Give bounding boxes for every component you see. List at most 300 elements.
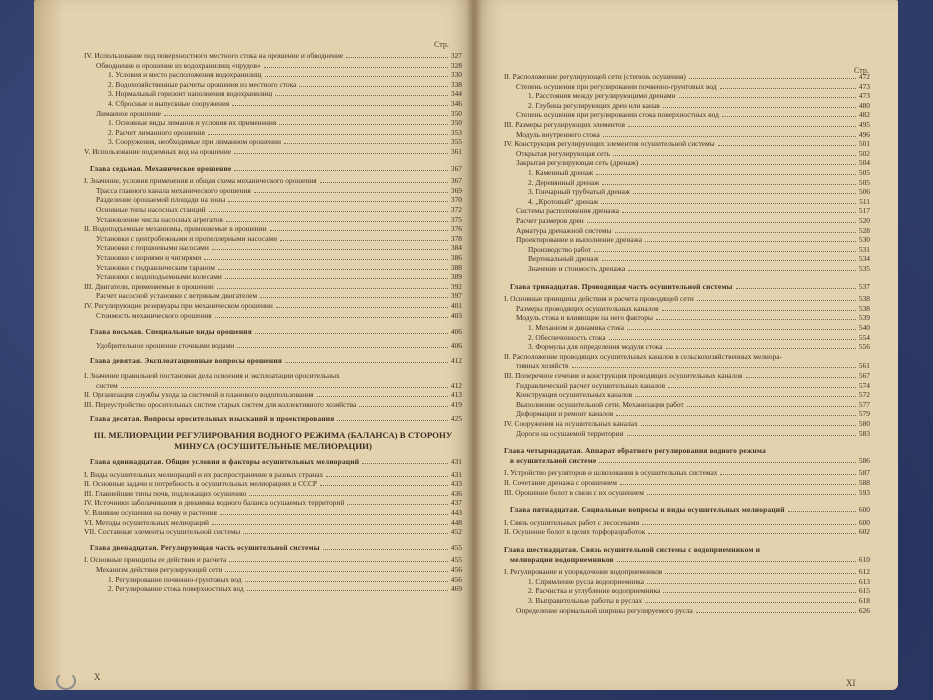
entry-page-number: 473 [858, 81, 870, 91]
toc-entry [84, 272, 462, 281]
entry-page-number: 535 [858, 264, 870, 273]
entry-title: Проектирование и выполнение дренажа [516, 235, 643, 245]
entry-title: Установки с гидравлическим тараном [96, 262, 215, 272]
entry-page-number: 386 [450, 253, 462, 262]
toc-entry [84, 518, 462, 527]
leader-dots [164, 115, 448, 116]
entry-title: Определение нормальной ширины регулируемого русла [516, 605, 693, 615]
entry-title: IV. Источники заболачивания и динамика водного баланса осушаемых территорий [84, 498, 345, 508]
leader-dots [641, 425, 856, 426]
toc-entry [504, 206, 870, 215]
entry-page-number: 530 [858, 235, 870, 245]
toc-entry [84, 498, 462, 507]
leader-dots [627, 435, 856, 436]
leader-dots [617, 561, 856, 562]
entry-title: Гидравлический расчет осушительных каналов [516, 380, 666, 390]
entry-title: 3. Гончарный трубчатый дренаж [528, 187, 630, 197]
leader-dots [628, 126, 856, 127]
toc-entry [84, 479, 462, 488]
ring-binder [56, 672, 76, 690]
entry-title: I. Значение, условия применения и общая схема механического орошения [84, 176, 317, 186]
entry-title: Деформации и ремонт каналов [516, 409, 614, 419]
leader-dots [641, 164, 856, 165]
toc-chapter-heading [504, 446, 766, 455]
toc-entry [504, 429, 870, 438]
entry-page-number: 534 [858, 254, 870, 264]
toc-chapter-heading [84, 457, 462, 466]
entry-title: 3. Сооружения, необходимые при лиманном орошении [108, 137, 281, 147]
entry-page-number: 452 [450, 527, 462, 537]
toc-entry [504, 606, 870, 615]
leader-dots [234, 170, 447, 171]
entry-page-number: 554 [858, 332, 870, 342]
entry-title: Удобрительное орошение сточными водами [96, 340, 235, 350]
entry-title: I. Основные принципы ее действия и расчета [84, 555, 227, 565]
leader-dots [601, 203, 856, 204]
entry-title: 1. Каменный дренаж [528, 168, 594, 177]
entry-page-number: 436 [450, 488, 462, 498]
leader-dots [215, 317, 448, 318]
entry-title: II. Сочетание дренажа с орошением [504, 478, 617, 487]
entry-page-number: 455 [450, 542, 462, 552]
entry-title: IV. Регулирующие резервуары при механическом орошении [84, 301, 273, 310]
entry-page-number: 406 [450, 340, 462, 350]
toc-entry [84, 390, 462, 399]
toc-entry [504, 478, 870, 487]
leader-dots [746, 377, 856, 378]
toc-entry [84, 176, 462, 185]
entry-page-number: 367 [450, 176, 462, 186]
toc-chapter-heading [84, 327, 462, 336]
entry-page-number: 588 [858, 478, 870, 487]
leader-dots [663, 107, 856, 108]
entry-title: Глава тринадцатая. Проводящая часть осушительной системы [510, 281, 733, 291]
toc-entry [504, 352, 870, 361]
leader-dots [317, 396, 448, 397]
toc-entry [504, 178, 870, 187]
toc-chapter-heading [84, 356, 462, 365]
leader-dots [648, 533, 855, 534]
toc-chapter-heading [504, 282, 870, 291]
entry-page-number: 574 [858, 380, 870, 390]
leader-dots [594, 251, 856, 252]
entry-title: Механизм действия регулирующей сети [96, 565, 223, 574]
entry-page-number: 376 [450, 224, 462, 234]
entry-title: 2. Деревянный дренаж [528, 177, 600, 187]
entry-title: Глава одиннадцатая. Общие условия и факторы осушительных мелиораций [90, 457, 360, 466]
folio-right: XI [846, 678, 856, 688]
entry-title: тивных хозяйств [516, 361, 569, 371]
leader-dots [232, 105, 448, 106]
entry-title: Глава пятнадцатая. Социальные вопросы и виды осушительных мелиораций [510, 505, 785, 515]
toc-entry [84, 128, 462, 137]
toc-entry [504, 91, 870, 100]
toc-entry [504, 139, 870, 148]
leader-dots [254, 192, 448, 193]
leader-dots [225, 571, 447, 572]
toc-entry [84, 555, 462, 564]
leader-dots [599, 462, 856, 463]
entry-title: Разделение орошаемой площади на зоны [96, 195, 226, 205]
toc-entry [84, 109, 462, 118]
leader-dots [687, 406, 856, 407]
toc-entry [504, 264, 870, 273]
leader-dots [323, 549, 448, 550]
toc-entry [504, 342, 870, 351]
entry-page-number: 583 [858, 428, 870, 438]
entry-title: IV. Конструкция регулирующих элементов осушительной системы [504, 139, 715, 149]
entry-page-number: 397 [450, 291, 462, 301]
entry-title: Размеры проводящих осушительных каналов [516, 303, 659, 313]
entry-title: 1. Условия и место расположения водохранилищ [108, 70, 262, 80]
toc-entry [504, 567, 870, 576]
entry-title: Модуль стока и влияющие на него факторы [516, 313, 653, 323]
toc-entry [504, 400, 870, 409]
entry-page-number: 577 [858, 399, 870, 409]
entry-page-number: 579 [858, 409, 870, 419]
toc-entry [504, 586, 870, 595]
toc-entry [84, 282, 462, 291]
leader-dots [616, 415, 856, 416]
entry-title: V. Влияние осушения на почву и растения [84, 508, 217, 517]
entry-title: 2. Обеспеченность стока [528, 332, 606, 342]
toc-entry [84, 253, 462, 262]
entry-page-number: 443 [450, 508, 462, 517]
toc-entry [84, 205, 462, 214]
entry-title: I. Виды осушительных мелиораций и их распространение в разных странах [84, 469, 324, 479]
toc-entry [84, 99, 462, 108]
entry-title: 3. Формулы для определения модуля стока [528, 342, 663, 352]
leader-dots [645, 241, 856, 242]
entry-page-number: 567 [858, 371, 870, 380]
entry-title: Модуль внутреннего стока [516, 129, 600, 139]
entry-page-number: 517 [858, 206, 870, 216]
entry-page-number: 406 [450, 327, 462, 337]
entry-page-number: 419 [450, 399, 462, 409]
entry-page-number: 330 [450, 70, 462, 80]
toc-entry [84, 147, 462, 156]
toc-entry [84, 400, 462, 409]
entry-title: Степень осушения при регулировании почвенно-грунтовых вод [516, 81, 717, 91]
entry-title: Лиманное орошение [96, 108, 161, 118]
leader-dots [247, 590, 448, 591]
toc-entry [504, 409, 870, 418]
entry-page-number: 618 [858, 596, 870, 605]
entry-page-number: 455 [450, 555, 462, 565]
entry-title: Глава восьмая. Специальные виды орошения [90, 327, 252, 337]
toc-entry [84, 341, 462, 350]
toc-entry [84, 80, 462, 89]
leader-dots [572, 367, 856, 368]
toc-chapter-heading [84, 164, 462, 173]
leader-dots [320, 182, 448, 183]
entry-page-number: 502 [858, 148, 870, 158]
entry-title: 1. Спрямление русла водоприемника [528, 576, 645, 586]
leader-dots [645, 602, 856, 603]
leader-dots [628, 270, 856, 271]
entry-title: 4. Сбросные и выпускные сооружения [108, 99, 230, 108]
leader-dots [635, 396, 856, 397]
leader-dots [212, 524, 448, 525]
entry-title: Производство работ [528, 244, 592, 254]
leader-dots [229, 561, 448, 562]
entry-title: 4. „Кротовый“ дренаж [528, 196, 599, 206]
entry-page-number: 412 [450, 356, 462, 366]
leader-dots [234, 153, 448, 154]
entry-page-number: 612 [858, 567, 870, 577]
entry-page-number: 602 [858, 527, 870, 537]
toc-entry [84, 527, 462, 536]
toc-entry [504, 488, 870, 497]
toc-entry [84, 470, 462, 479]
toc-entry [504, 245, 870, 254]
toc-entry [504, 110, 870, 119]
leader-dots [615, 232, 856, 233]
toc-entry [84, 224, 462, 233]
entry-title: систем [96, 380, 118, 390]
entry-page-number: 412 [450, 380, 462, 390]
entry-title: Трасса главного канала механического орошения [96, 185, 251, 195]
entry-title: III. Размеры регулирующих элементов [504, 120, 626, 129]
leader-dots [225, 278, 448, 279]
leader-dots [697, 300, 856, 301]
leader-dots [326, 476, 448, 477]
entry-page-number: 369 [450, 185, 462, 195]
leader-dots [217, 288, 448, 289]
entry-title: II. Расположение регулирующей сети (степень осушения) [504, 72, 686, 81]
leader-dots [280, 240, 448, 241]
entry-title: II. Водоподъемные механизмы, применяемые в орошении [84, 224, 267, 234]
leader-dots [666, 348, 856, 349]
leader-dots [260, 297, 448, 298]
entry-page-number: 346 [450, 99, 462, 108]
entry-page-number: 531 [858, 244, 870, 254]
entry-page-number: 344 [450, 89, 462, 99]
entry-title: VII. Составные элементы осушительной системы [84, 527, 241, 537]
leader-dots [689, 78, 856, 79]
entry-page-number: 472 [858, 72, 870, 81]
toc-entry [504, 577, 870, 586]
toc-entry [84, 243, 462, 252]
toc-chapter-heading [84, 414, 462, 423]
leader-dots [265, 76, 448, 77]
toc-entry [504, 149, 870, 158]
leader-dots [359, 406, 448, 407]
entry-page-number: 537 [858, 281, 870, 291]
entry-title: III. Поперечное сечение и конструкция проводящих осушительных каналов [504, 371, 743, 380]
toc-entry [84, 51, 462, 60]
entry-page-number: 615 [858, 586, 870, 596]
page-stain [34, 0, 64, 690]
leader-dots [663, 592, 856, 593]
entry-title: Конструкция осушительных каналов [516, 390, 633, 400]
toc-chapter-heading [504, 555, 870, 564]
entry-title: III. Орошение болот в связи с их осушением [504, 487, 644, 497]
entry-page-number: 338 [450, 79, 462, 89]
entry-page-number: 456 [450, 565, 462, 574]
leader-dots [720, 474, 855, 475]
toc-chapter-heading [504, 545, 760, 554]
toc-entry [504, 72, 870, 81]
leader-dots [209, 211, 448, 212]
leader-dots [285, 362, 448, 363]
entry-title: Вертикальный дренаж [528, 254, 599, 264]
leader-dots [613, 155, 856, 156]
entry-page-number: 540 [858, 323, 870, 332]
entry-title: Расчет размеров дрен [516, 216, 584, 225]
entry-title: VI. Методы осушительных мелиораций [84, 517, 210, 527]
entry-title: Выполнение осушительной сети. Механизация работ [516, 399, 684, 409]
entry-title: Системы расположения дренажа [516, 206, 619, 216]
toc-entry [504, 371, 870, 380]
leader-dots [245, 581, 448, 582]
entry-title: IV. Использование под поверхностного местного стока на орошение и обводнение [84, 51, 344, 60]
entry-title: Значение и стоимость дренажа [528, 264, 626, 273]
leader-dots [602, 184, 856, 185]
entry-page-number: 456 [450, 574, 462, 584]
toc-chapter-heading [504, 505, 870, 514]
leader-dots [346, 57, 448, 58]
leader-dots [121, 387, 448, 388]
leader-dots [668, 387, 856, 388]
leader-dots [276, 307, 448, 308]
toc-entry [84, 89, 462, 98]
toc-entry [84, 311, 462, 320]
page-label-str: Стр. [434, 40, 449, 49]
entry-page-number: 413 [450, 390, 462, 400]
toc-entry [84, 118, 462, 127]
entry-page-number: 520 [858, 216, 870, 225]
entry-page-number: 431 [450, 469, 462, 479]
entry-title: Глава девятая. Эксплоатационные вопросы орошения [90, 356, 283, 366]
entry-title: Глава десятая. Вопросы оросительных изысканий и проектирования [90, 414, 335, 424]
leader-dots [622, 212, 856, 213]
part-heading: III. МЕЛИОРАЦИИ РЕГУЛИРОВАНИЯ ВОДНОГО РЕЖИМА (БАЛАНСА) В СТОРОНУ [93, 430, 453, 440]
leader-dots [620, 484, 856, 485]
entry-title: Закрытая регулирующая сеть (дренаж) [516, 158, 639, 168]
leader-dots [788, 511, 856, 512]
entry-title: 1. Регулирование почвенно-грунтовых вод [108, 574, 242, 584]
entry-title: Глава двенадцатая. Регулирующая часть осушительной системы [90, 542, 320, 552]
toc-entry [504, 235, 870, 244]
entry-page-number: 480 [858, 100, 870, 110]
toc-entry [504, 527, 870, 536]
toc-entry [84, 195, 462, 204]
entry-page-number: 384 [450, 243, 462, 253]
entry-page-number: 587 [858, 468, 870, 478]
toc-entry [504, 82, 870, 91]
leader-dots [609, 339, 856, 340]
entry-page-number: 433 [450, 479, 462, 489]
leader-dots [255, 333, 448, 334]
entry-page-number: 593 [858, 487, 870, 497]
leader-dots [642, 524, 856, 525]
toc-entry [84, 291, 462, 300]
entry-title: V. Использование подземных вод на орошение [84, 147, 232, 156]
entry-page-number: 505 [858, 177, 870, 187]
entry-page-number: 392 [450, 281, 462, 291]
entry-title: 2. Водохозяйственные расчеты орошения из местного стока [108, 79, 297, 89]
entry-title: III. Главнейшие типы почв, подлежащих осушению [84, 488, 247, 498]
entry-page-number: 328 [450, 60, 462, 70]
toc-entry [84, 186, 462, 195]
entry-page-number: 496 [858, 129, 870, 139]
toc-chapter-heading [84, 543, 462, 552]
toc-entry [504, 254, 870, 263]
entry-title: II. Организация службы ухода за системой и планового водопользования [84, 390, 314, 400]
toc-entry [504, 130, 870, 139]
entry-page-number: 401 [450, 301, 462, 310]
entry-title: Установки с водоподъемными колесами [96, 272, 222, 282]
toc-entry [504, 216, 870, 225]
entry-title: Установки с нориями и чигирями [96, 253, 202, 262]
toc-entry [504, 120, 870, 129]
leader-dots [362, 463, 448, 464]
entry-title: Расчет насосной установки с ветряным двигателем [96, 291, 258, 301]
entry-title: Установление числа насосных агрегатов [96, 214, 223, 224]
leader-dots [647, 494, 856, 495]
entry-page-number: 327 [450, 51, 462, 60]
entry-title: 2. Регулирование стока поверхностных вод [108, 584, 244, 594]
entry-page-number: 580 [858, 419, 870, 428]
entry-page-number: 469 [450, 584, 462, 594]
book-gutter [466, 0, 482, 690]
toc-entry [84, 70, 462, 79]
entry-title: I. Значение правильной постановки дела освоения и эксплоатации оросительных [84, 371, 340, 380]
toc-entry [504, 168, 870, 177]
entry-page-number: 556 [858, 342, 870, 352]
entry-title: Обводнение и орошение из водохранилищ «прудов» [96, 60, 261, 70]
entry-page-number: 403 [450, 310, 462, 320]
entry-page-number: 389 [450, 272, 462, 282]
toc-entry [504, 294, 870, 303]
leader-dots [656, 319, 856, 320]
toc-entry [84, 371, 462, 380]
toc-right [504, 72, 870, 662]
left-page [34, 0, 474, 690]
leader-dots [665, 573, 856, 574]
right-page [474, 0, 898, 690]
entry-page-number: 506 [858, 187, 870, 197]
entry-page-number: 482 [858, 110, 870, 120]
leader-dots [736, 288, 856, 289]
entry-title: Глава шестнадцатая. Связь осушительной системы с водоприемником и [504, 545, 761, 554]
leader-dots [633, 193, 856, 194]
entry-title: Дороги на осушаемой территории [516, 428, 624, 438]
leader-dots [275, 95, 447, 96]
toc-entry [84, 301, 462, 310]
leader-dots [218, 269, 448, 270]
entry-page-number: 561 [858, 361, 870, 371]
entry-page-number: 600 [858, 505, 870, 515]
entry-title: 3. Нормальный горизонт наполнения водохранилищ [108, 89, 273, 99]
entry-title: 2. Расчистка и углубление водоприемника [528, 586, 661, 596]
toc-entry [84, 263, 462, 272]
entry-title: Установки с поршневыми насосами [96, 243, 209, 253]
entry-title: I. Регулирование и упорядочение водоприемников [504, 567, 663, 577]
toc-entry [84, 565, 462, 574]
toc-entry [504, 187, 870, 196]
entry-page-number: 572 [858, 390, 870, 400]
entry-title: 3. Выправительные работы в руслах [528, 596, 643, 605]
leader-dots [228, 201, 448, 202]
entry-page-number: 600 [858, 517, 870, 527]
entry-title: мелиорации водоприемников [510, 554, 614, 564]
entry-title: Открытая регулирующая сеть [516, 148, 610, 158]
leader-dots [270, 230, 448, 231]
leader-dots [603, 136, 856, 137]
entry-title: Основные типы насосных станций [96, 205, 206, 214]
